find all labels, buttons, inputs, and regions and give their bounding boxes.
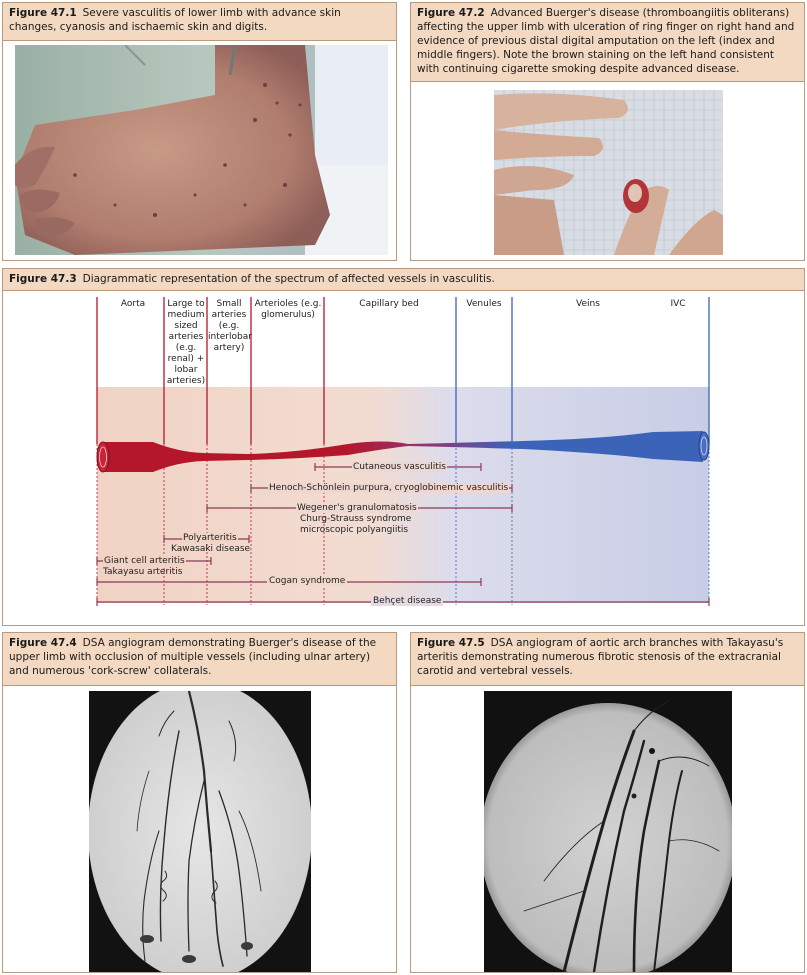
- vessel-label-large-arteries: Large to medium sized arteries (e.g. renal) + lobar arteries): [166, 299, 206, 386]
- vessel-label-veins: Veins: [576, 299, 600, 309]
- disease-label-takayasu: Takayasu arteritis: [103, 567, 183, 577]
- vessel-label-arterioles: Arterioles (e.g. glomerulus): [254, 299, 322, 320]
- vessel-label-aorta: Aorta: [120, 299, 146, 309]
- aorta-opening: [97, 442, 109, 472]
- disease-label-kawasaki: Kawasaki disease: [171, 544, 251, 554]
- figure-47-2-panel: [410, 2, 805, 261]
- figure-number: Figure 47.1: [9, 7, 77, 19]
- figure-47-4-caption: [3, 633, 396, 686]
- disease-label-henoch: Henoch-Schönlein purpura, cryoglobinemic vasculitis: [269, 483, 509, 493]
- aortic-arch-angiogram: [484, 691, 732, 972]
- diagram-background-band: [97, 387, 709, 603]
- figure-47-2-caption: [411, 3, 804, 82]
- disease-label-wegeners: Wegener's granulomatosis: [297, 503, 417, 513]
- caption-text: Severe vasculitis of lower limb with advance skin changes, cyanosis and ischaemic skin and digits.: [9, 7, 341, 33]
- vessel-label-small-arteries: Small arteries (e.g. interlobar artery): [208, 299, 252, 353]
- disease-label-cutaneous: Cutaneous vasculitis: [353, 462, 446, 472]
- figure-number: Figure 47.2: [417, 7, 485, 19]
- vessel-label-venules: Venules: [466, 299, 502, 309]
- figure-47-3-panel: [2, 268, 805, 626]
- figure-47-5-panel: [410, 632, 805, 973]
- upper-limb-angiogram: [89, 691, 311, 972]
- vessel-label-ivc: IVC: [670, 299, 686, 309]
- disease-label-cogan: Cogan syndrome: [269, 576, 346, 586]
- ivc-opening: [699, 432, 709, 460]
- figure-47-1-caption: [3, 3, 396, 41]
- vessel-label-capillary-bed: Capillary bed: [359, 299, 419, 309]
- caption-text: DSA angiogram demonstrating Buerger's disease of the upper limb with occlusion of multiple vessels (including ulnar artery) and numerous 'cork-screw' collaterals.: [9, 637, 377, 677]
- figure-number: Figure 47.4: [9, 637, 77, 649]
- figure-47-4-panel: [2, 632, 397, 973]
- figure-number: Figure 47.5: [417, 637, 485, 649]
- caption-text: Advanced Buerger's disease (thromboangiitis obliterans) affecting the upper limb with ulceration of ring finger on right hand and evidence of previous distal digital amputation on the left (index and middle fingers). Note the brown staining on the left hand consistent with continuing cigarette smoking despite advanced disease.: [417, 7, 795, 75]
- disease-label-giant-cell: Giant cell arteritis: [104, 556, 185, 566]
- leg-vasculitis-photo: [15, 45, 388, 255]
- hands-buerger-photo: [494, 90, 723, 255]
- figure-47-1-panel: [2, 2, 397, 261]
- disease-label-behcet: Behçet disease: [373, 596, 442, 606]
- disease-label-microscopic: microscopic polyangiitis: [300, 525, 409, 535]
- figure-number: Figure 47.3: [9, 273, 77, 285]
- disease-label-churg-strauss: Churg-Strauss syndrome: [300, 514, 412, 524]
- figure-47-5-caption: [411, 633, 804, 686]
- caption-text: DSA angiogram of aortic arch branches with Takayasu's arteritis demonstrating numerous fibrotic stenosis of the extracranial carotid and vertebral vessels.: [417, 637, 784, 677]
- caption-text: Diagrammatic representation of the spectrum of affected vessels in vasculitis.: [82, 273, 495, 285]
- disease-label-polyarteritis: Polyarteritis: [183, 533, 237, 543]
